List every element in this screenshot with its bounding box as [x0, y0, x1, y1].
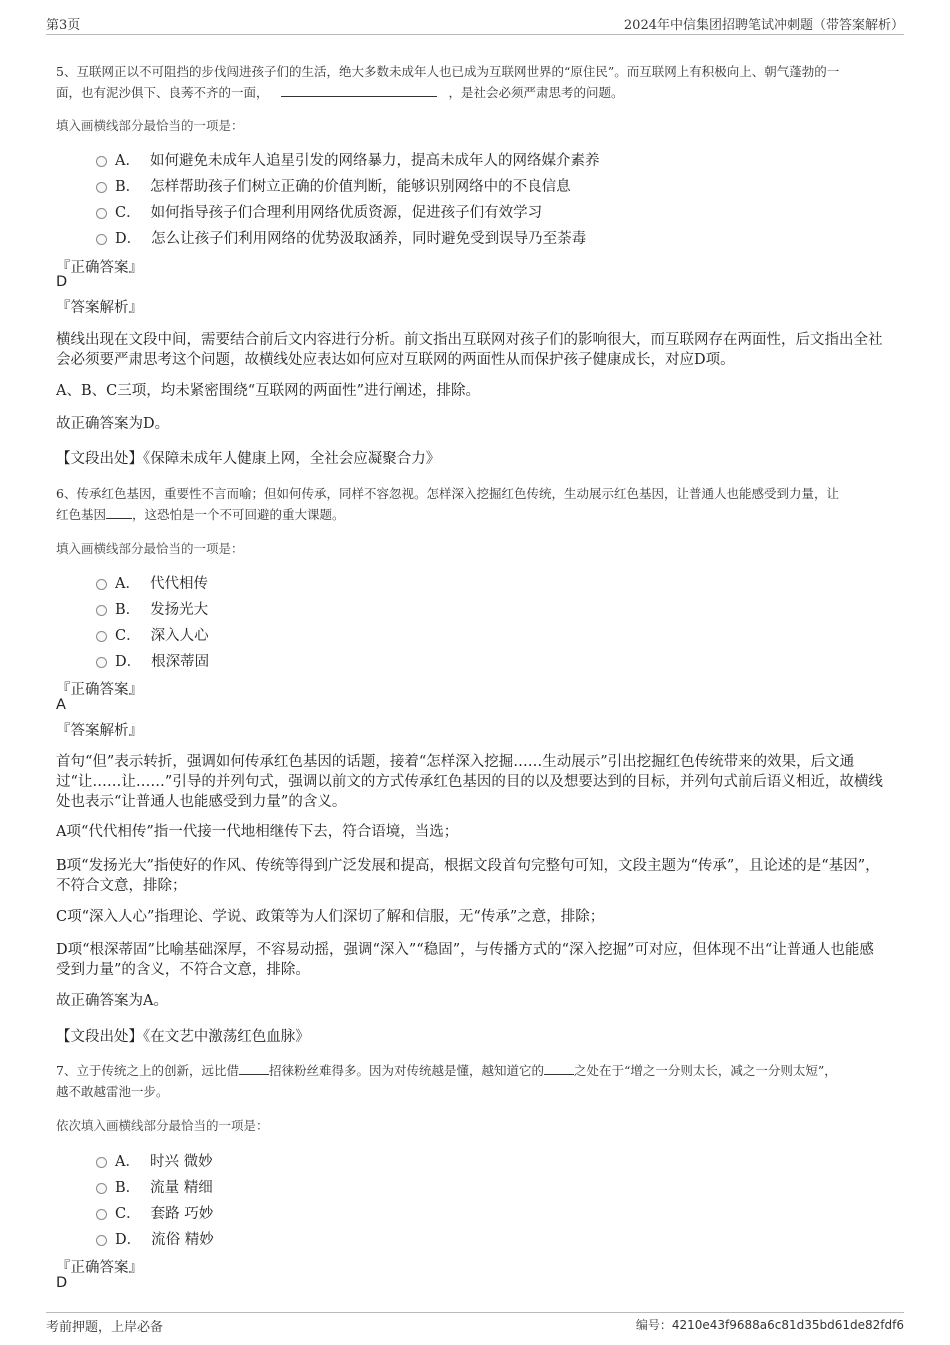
- q6-option-a[interactable]: A． 代代相传: [96, 572, 208, 593]
- q6-blank: [106, 504, 132, 519]
- q7-stem-line2: 越不敢越雷池一步。: [56, 1084, 169, 1099]
- q6-analysis-6: 故正确答案为A。: [56, 993, 168, 1009]
- q6-answer: A: [56, 697, 66, 713]
- q6-analysis-5: D项“根深蒂固”比喻基础深厚，不容易动摇，强调“深入”“稳固”，与传播方式的“深入挖掘”可对应，但体现不出“让普通人也能感受到力量”的含义，不符合文意，排除。: [56, 942, 874, 978]
- q6-answer-label: 『正确答案』: [56, 682, 143, 698]
- q7-prompt: 依次填入画横线部分最恰当的一项是：: [56, 1118, 269, 1133]
- radio-icon[interactable]: [96, 657, 107, 668]
- q5-stem: [56, 61, 896, 103]
- radio-icon[interactable]: [96, 1209, 107, 1220]
- q6-analysis-3: B项“发扬光大”指使好的作风、传统等得到广泛发展和提高，根据文段首句完整句可知，文段主题为“传承”，且论述的是“基因”，不符合文意，排除；: [56, 858, 880, 894]
- radio-icon[interactable]: [96, 156, 107, 167]
- radio-icon[interactable]: [96, 579, 107, 590]
- q5-analysis-1: 横线出现在文段中间，需要结合前后文内容进行分析。前文指出互联网对孩子们的影响很大，而互联网存在两面性，后文指出全社会必须要严肃思考这个问题，故横线处应表达如何应对互联网的两面性从而保护孩子健康成长，对应D项。: [56, 332, 883, 368]
- q7-option-a[interactable]: A． 时兴 微妙: [96, 1150, 213, 1171]
- q5-option-c[interactable]: C． 如何指导孩子们合理利用网络优质资源，促进孩子们有效学习: [96, 201, 542, 222]
- document-id: 编号：4210e43f9688a6c81d35bd61de82fdf6: [635, 1318, 904, 1332]
- q5-analysis-label: 『答案解析』: [56, 300, 143, 316]
- q5-option-a[interactable]: A． 如何避免未成年人追星引发的网络暴力，提高未成年人的网络媒介素养: [96, 149, 599, 170]
- q7-option-c[interactable]: C． 套路 巧妙: [96, 1202, 213, 1223]
- q7-blank-2: [544, 1060, 574, 1075]
- q5-stem-line2: 面，也有泥沙俱下、良莠不齐的一面， ，是社会必须严肃思考的问题。: [56, 82, 896, 103]
- q6-prompt: 填入画横线部分最恰当的一项是：: [56, 541, 244, 556]
- radio-icon[interactable]: [96, 631, 107, 642]
- q6-option-b[interactable]: B． 发扬光大: [96, 598, 208, 619]
- q6-analysis-1: 首句“但”表示转折，强调如何传承红色基因的话题，接着“怎样深入挖掘……生动展示”引出挖掘红色传统带来的效果，后文通过“让……让……”引导的并列句式，强调以前文的方式传承红色基因的目的以及想要达到的目标，并列句式前后语义相近，故横线处也表示“让普通人也能感受到力量”的含义。: [56, 754, 883, 810]
- q5-answer: D: [56, 274, 68, 290]
- q5-analysis-3: 故正确答案为D。: [56, 416, 170, 432]
- q6-stem: [56, 483, 896, 525]
- q5-option-d[interactable]: D． 怎么让孩子们利用网络的优势汲取涵养，同时避免受到误导乃至荼毒: [96, 227, 586, 248]
- page-header: [46, 14, 904, 35]
- q5-prompt: 填入画横线部分最恰当的一项是：: [56, 118, 244, 133]
- q7-answer: D: [56, 1275, 68, 1291]
- page-number: 第3页: [46, 18, 81, 33]
- q6-option-d[interactable]: D． 根深蒂固: [96, 650, 209, 671]
- q6-source: 【文段出处】《在文艺中激荡红色血脉》: [56, 1029, 310, 1045]
- radio-icon[interactable]: [96, 1157, 107, 1168]
- q7-option-d[interactable]: D． 流俗 精妙: [96, 1228, 214, 1249]
- q7-stem-line1: 7、立于传统之上的创新，远比借 招徕粉丝难得多。因为对传统越是懂，越知道它的 之处在于“增之一分则太长，减之一分则太短”，: [56, 1060, 896, 1081]
- q6-option-c[interactable]: C． 深入人心: [96, 624, 209, 645]
- radio-icon[interactable]: [96, 208, 107, 219]
- q6-stem-line2: 红色基因 ，这恐怕是一个不可回避的重大课题。: [56, 504, 896, 525]
- q5-answer-label: 『正确答案』: [56, 260, 143, 276]
- q6-stem-line1: 6、传承红色基因，重要性不言而喻；但如何传承，同样不容忽视。怎样深入挖掘红色传统，生动展示红色基因，让普通人也能感受到力量，让: [56, 486, 839, 501]
- q7-blank-1: [239, 1060, 269, 1075]
- document-title: 2024年中信集团招聘笔试冲刺题（带答案解析）: [623, 18, 904, 33]
- q6-analysis-label: 『答案解析』: [56, 723, 143, 739]
- radio-icon[interactable]: [96, 605, 107, 616]
- q6-analysis-4: C项“深入人心”指理论、学说、政策等为人们深切了解和信服，无“传承”之意，排除；: [56, 909, 605, 925]
- q7-option-b[interactable]: B． 流量 精细: [96, 1176, 213, 1197]
- q5-source: 【文段出处】《保障未成年人健康上网，全社会应凝聚合力》: [56, 451, 441, 467]
- q7-answer-label: 『正确答案』: [56, 1260, 143, 1276]
- q5-option-b[interactable]: B． 怎样帮助孩子们树立正确的价值判断，能够识别网络中的不良信息: [96, 175, 571, 196]
- q7-stem: [56, 1060, 896, 1102]
- radio-icon[interactable]: [96, 1183, 107, 1194]
- radio-icon[interactable]: [96, 182, 107, 193]
- q5-stem-line1: 5、互联网正以不可阻挡的步伐闯进孩子们的生活，绝大多数未成年人也已成为互联网世界的“原住民”。而互联网上有积极向上、朝气蓬勃的一: [56, 64, 840, 79]
- radio-icon[interactable]: [96, 1235, 107, 1246]
- radio-icon[interactable]: [96, 234, 107, 245]
- footer-slogan: 考前押题，上岸必备: [46, 1320, 164, 1335]
- q5-analysis-2: A、B、C三项，均未紧密围绕“互联网的两面性”进行阐述，排除。: [56, 383, 481, 399]
- page-footer: [46, 1312, 904, 1337]
- q5-blank: [281, 82, 437, 97]
- q6-analysis-2: A项“代代相传”指一代接一代地相继传下去，符合语境，当选；: [56, 824, 459, 840]
